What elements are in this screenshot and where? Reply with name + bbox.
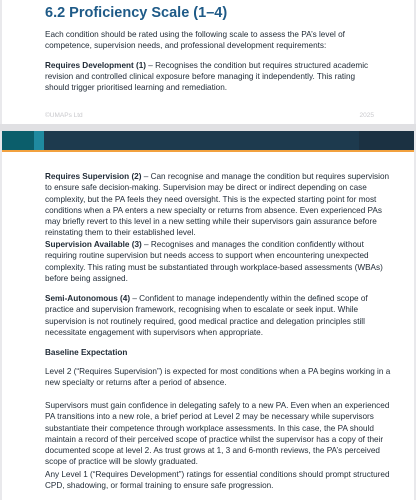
- document-page-2: [2, 131, 414, 500]
- level-3-term: Supervision Available (3): [45, 240, 142, 249]
- header-band-navy: [44, 131, 359, 150]
- level-4-text: – Confident to manage independently within the defined scope of practice and supervision framework, recognising when to escalate or seek input. While supervision is not routinely required, good medical practice and delegation principles still necessitate engagement with supervisors when appropriate.: [45, 294, 368, 337]
- header-band: [2, 131, 414, 150]
- baseline-paragraph-3: Any Level 1 (“Requires Development”) ratings for essential conditions should prompt structured CPD, shadowing, or formal training to ensure safe progression.: [45, 470, 390, 491]
- level-2-text: – Can recognise and manage the condition but requires supervision to ensure safe decision-making. Supervision may be direct or indirect depending on case complexity, but the PA feels they need oversight. This is the expected starting point for most conditions when a PA enters a new specialty or returns from absence. Even experienced PAs may briefly revert to this level in a new setting while their supervisors gain assurance before reinstating them to their established level.: [45, 172, 390, 238]
- header-accent-line: [2, 150, 414, 152]
- level-1-text: – Recognises the condition but requires structured academic revision and controlled clinical exposure before managing it independently. This rating should trigger prioritised learning and remediation.: [45, 61, 369, 92]
- level-4-definition: [45, 293, 391, 338]
- level-1-definition: [45, 60, 380, 93]
- footer-copyright: ©UMAPs Ltd: [45, 112, 83, 119]
- header-band-dark: [359, 131, 414, 150]
- footer-year: 2025: [359, 112, 374, 119]
- baseline-paragraph-1: Level 2 (“Requires Supervision”) is expected for most conditions when a PA begins working in a new specialty or returns after a period of absence.: [45, 367, 391, 388]
- header-band-teal: [2, 131, 34, 150]
- baseline-heading: Baseline Expectation: [45, 348, 128, 357]
- section-title: 6.2 Proficiency Scale (1–4): [45, 5, 228, 21]
- header-band-cyan: [34, 131, 44, 150]
- level-1-term: Requires Development (1): [45, 61, 147, 70]
- intro-paragraph: Each condition should be rated using the following scale to assess the PA’s level of competence, supervision needs, and professional development requirements:: [45, 30, 345, 50]
- level-3-text: – Recognises and manages the condition confidently without requiring routine supervision but needs access to support when encountering unexpected complexity. This rating must be substantiated through workplace-based assessments (WBAs) before being assigned.: [45, 240, 383, 283]
- level-4-term: Semi-Autonomous (4): [45, 294, 131, 303]
- level-2-term: Requires Supervision (2): [45, 172, 142, 181]
- level-2-definition: [45, 171, 391, 239]
- document-page-1: [2, 0, 414, 124]
- page-separator: [0, 124, 416, 131]
- level-3-definition: [45, 239, 391, 284]
- baseline-paragraph-2: Supervisors must gain confidence in delegating safely to a new PA. Even when an experienced PA transitions into a new role, a brief period at Level 2 may be necessary while supervisors substantiate their competence through workplace assessments. In this case, the PA should maintain a record of their perceived scope of practice whilst the supervisor has a copy of their documented scope at level 2. As trust grows at 1, 3 and 6-month reviews, the PA’s perceived scope of practice will be slowly graduated.: [45, 401, 390, 467]
